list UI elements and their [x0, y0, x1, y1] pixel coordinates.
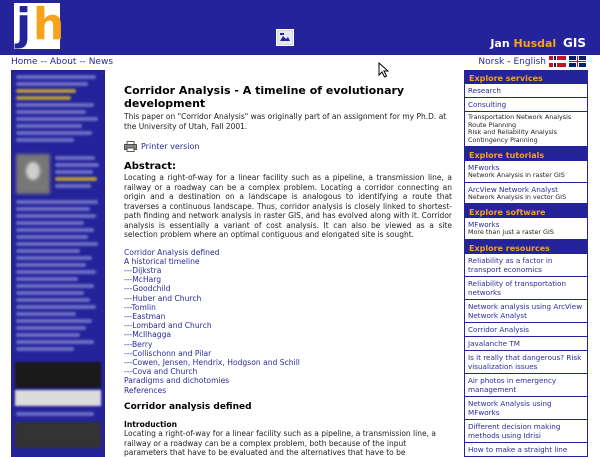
- blurred-text: [55, 170, 93, 174]
- mouse-cursor-icon: [378, 62, 389, 78]
- resource-item: [464, 351, 588, 374]
- blurred-text: [16, 412, 94, 416]
- gis-label: GIS: [563, 36, 586, 50]
- lang-norsk[interactable]: Norsk: [478, 56, 505, 67]
- right-sidebar: [464, 70, 588, 457]
- toc-link[interactable]: ---Berry: [124, 339, 153, 349]
- toc-link[interactable]: ---Lombard and Church: [124, 321, 212, 331]
- nav-home[interactable]: Home: [11, 57, 38, 67]
- blurred-text: [16, 256, 92, 260]
- toc-link[interactable]: ---Cowen, Jensen, Hendrix, Hodgson and Schill: [124, 357, 300, 367]
- printer-icon: [124, 141, 137, 152]
- blurred-text: [16, 319, 92, 323]
- service-subitem: Risk and Reliability Analysis: [468, 128, 557, 136]
- tutorials-heading: Explore tutorials: [464, 147, 588, 161]
- service-link-research[interactable]: Research: [468, 86, 501, 95]
- resource-link[interactable]: Javalanche TM: [468, 338, 520, 348]
- blurred-text: [16, 235, 88, 239]
- resource-item: [464, 397, 588, 420]
- blurred-text: [16, 312, 76, 316]
- resource-item: [464, 420, 588, 443]
- toc-link[interactable]: ---McHarg: [124, 275, 162, 285]
- blurred-text: [16, 263, 86, 267]
- table-of-contents: [124, 248, 452, 395]
- toc-link[interactable]: ---McIlhagga: [124, 330, 172, 340]
- lang-english[interactable]: English: [513, 56, 546, 67]
- tutorial-item: [464, 161, 588, 183]
- blurred-banner[interactable]: [15, 422, 101, 448]
- software-heading: Explore software: [464, 204, 588, 218]
- main-content: [124, 84, 452, 457]
- nav-news[interactable]: News: [88, 57, 114, 67]
- blurred-text: [16, 214, 96, 218]
- blurred-text: [16, 270, 96, 274]
- toc-link[interactable]: ---Dijkstra: [124, 265, 162, 275]
- nav-about[interactable]: About: [49, 57, 77, 67]
- uk-flag-icon[interactable]: [569, 56, 586, 67]
- blurred-banner[interactable]: [15, 362, 101, 388]
- resource-item: [464, 374, 588, 397]
- first-name: Jan: [490, 37, 510, 50]
- resource-link[interactable]: Is it really that dangerous? Risk visualization issues: [468, 352, 582, 371]
- toc-link[interactable]: ---Huber and Church: [124, 293, 202, 303]
- resource-link[interactable]: Air photos in emergency management: [468, 375, 557, 394]
- printer-version-link[interactable]: [124, 141, 452, 152]
- services-box: [464, 98, 588, 112]
- blurred-text: [16, 75, 96, 79]
- blurred-text: [16, 326, 86, 330]
- blurred-text: [55, 177, 97, 181]
- resource-item: [464, 323, 588, 337]
- blurred-text: [16, 138, 74, 142]
- norwegian-flag-icon[interactable]: [549, 56, 566, 67]
- abstract-text: Locating a right-of-way for a linear facility such as a pipeline, a transmission line, a railway or a roadway can be a complex problem. Locating a corridor connecting an origin and a destination on a landscape is analogous to identifying a route that traverses a continuous landscape. Thus, corridor analysis is closely linked to shortest-path finding and network analysis in raster GIS, and has evolved along with it. Corridor analysis is essentially a variant of cost analysis. It can also be viewed as a site selection problem where an optimal contiguous and elongated site is sought.: [124, 173, 452, 239]
- site-header: [0, 0, 600, 55]
- resources-heading: Explore resources: [464, 240, 588, 254]
- resource-link[interactable]: Network analysis using ArcView Network Analyst: [468, 301, 583, 320]
- blurred-text: [16, 298, 90, 302]
- map-icon[interactable]: [276, 29, 294, 46]
- top-nav: [11, 57, 113, 67]
- software-subtext: More than just a raster GIS: [468, 228, 554, 236]
- resource-link[interactable]: Network Analysis using MFworks: [468, 398, 552, 417]
- blurred-text: [16, 131, 92, 135]
- resource-item: [464, 254, 588, 277]
- service-link-consulting[interactable]: Consulting: [468, 100, 507, 109]
- blurred-text: [16, 347, 74, 351]
- blurred-text: [16, 242, 98, 246]
- toc-link[interactable]: ---Cova and Church: [124, 367, 198, 377]
- blurred-text: [16, 221, 84, 225]
- tutorial-link-mfworks[interactable]: MFworks: [468, 163, 500, 172]
- blurred-text: [16, 305, 96, 309]
- toc-link[interactable]: ---Collischonn and Pilar: [124, 348, 212, 358]
- resource-link[interactable]: Corridor Analysis: [468, 324, 530, 334]
- toc-link[interactable]: ---Eastman: [124, 311, 166, 321]
- resource-item: [464, 300, 588, 323]
- service-subitem: Route Planning: [468, 120, 517, 129]
- language-switcher: [478, 56, 586, 67]
- author-photo: [16, 154, 50, 194]
- nav-separator: --: [40, 57, 47, 67]
- abstract-heading: Abstract:: [124, 161, 177, 172]
- blurred-text: [16, 103, 94, 107]
- blurred-text: [16, 207, 90, 211]
- blurred-text: [16, 291, 84, 295]
- blurred-text: [16, 96, 71, 100]
- lang-separator: -: [507, 56, 511, 67]
- software-item: [464, 218, 588, 240]
- resource-item: [464, 337, 588, 351]
- resource-item: [464, 277, 588, 300]
- section-text: Locating a right-of-way for a linear facility such as a pipeline, a transmission line, a railway or a roadway can be a complex problem, both because of the input parameters that have to be evaluated and the alternatives that have to be: [124, 429, 436, 457]
- service-subitem: Contingency Planning: [468, 135, 538, 144]
- blurred-text: [16, 277, 78, 281]
- resource-link[interactable]: Reliability as a factor in transport economics: [468, 255, 553, 274]
- tutorial-link-arcview[interactable]: ArcView Network Analyst: [468, 184, 558, 194]
- services-heading: Explore services: [464, 70, 588, 84]
- page-title: Corridor Analysis - A timeline of evolutionary development: [124, 84, 405, 110]
- blurred-text: [55, 163, 99, 167]
- printer-version-label[interactable]: Printer version: [141, 142, 200, 151]
- blurred-text: [16, 82, 88, 86]
- blurred-text: [16, 340, 94, 344]
- blurred-text: [16, 89, 76, 93]
- resource-link[interactable]: Reliability of transportation networks: [468, 278, 566, 297]
- toc-link[interactable]: ---Tomlin: [124, 302, 156, 312]
- blurred-text: [55, 156, 95, 160]
- left-sidebar: [11, 70, 105, 457]
- toc-link[interactable]: Corridor Analysis defined: [124, 247, 220, 257]
- blurred-text: [16, 200, 98, 204]
- section-heading: Corridor analysis defined: [124, 402, 252, 412]
- subsection-heading: Introduction: [124, 420, 178, 429]
- blurred-text: [16, 124, 82, 128]
- toc-link[interactable]: Paradigms and dichotomies: [124, 376, 230, 386]
- resource-link[interactable]: How to make a straight line: [468, 444, 568, 454]
- blurred-text: [16, 284, 94, 288]
- blurred-banner[interactable]: [15, 390, 101, 406]
- logo[interactable]: j h: [16, 0, 65, 50]
- tutorial-item: [464, 183, 588, 205]
- resource-item: [464, 443, 588, 457]
- blurred-text: [16, 110, 86, 114]
- toc-link[interactable]: A historical timeline: [124, 256, 200, 266]
- resource-link[interactable]: Different decision making methods using Idrisi: [468, 421, 561, 440]
- site-name: [490, 36, 586, 50]
- software-link-mfworks[interactable]: MFworks: [468, 220, 500, 229]
- tutorial-subtext: Network Analysis in vector GIS: [468, 192, 567, 201]
- tutorial-subtext: Network Analysis in raster GIS: [468, 171, 565, 179]
- nav-separator: --: [79, 57, 86, 67]
- service-subitem: Transportation Network Analysis: [468, 113, 572, 121]
- toc-link[interactable]: ---Goodchild: [124, 284, 171, 294]
- intro-text: This paper on "Corridor Analysis" was originally part of an assignment for my Ph.D. at the University of Utah, Fall 2001.: [124, 112, 447, 131]
- toc-link[interactable]: References: [124, 385, 167, 395]
- blurred-text: [16, 228, 94, 232]
- services-subitems: [464, 112, 588, 147]
- last-name: Husdal: [513, 37, 557, 50]
- services-box: [464, 84, 588, 98]
- blurred-text: [55, 184, 91, 188]
- blurred-text: [16, 333, 80, 337]
- blurred-text: [16, 249, 80, 253]
- blurred-text: [16, 117, 98, 121]
